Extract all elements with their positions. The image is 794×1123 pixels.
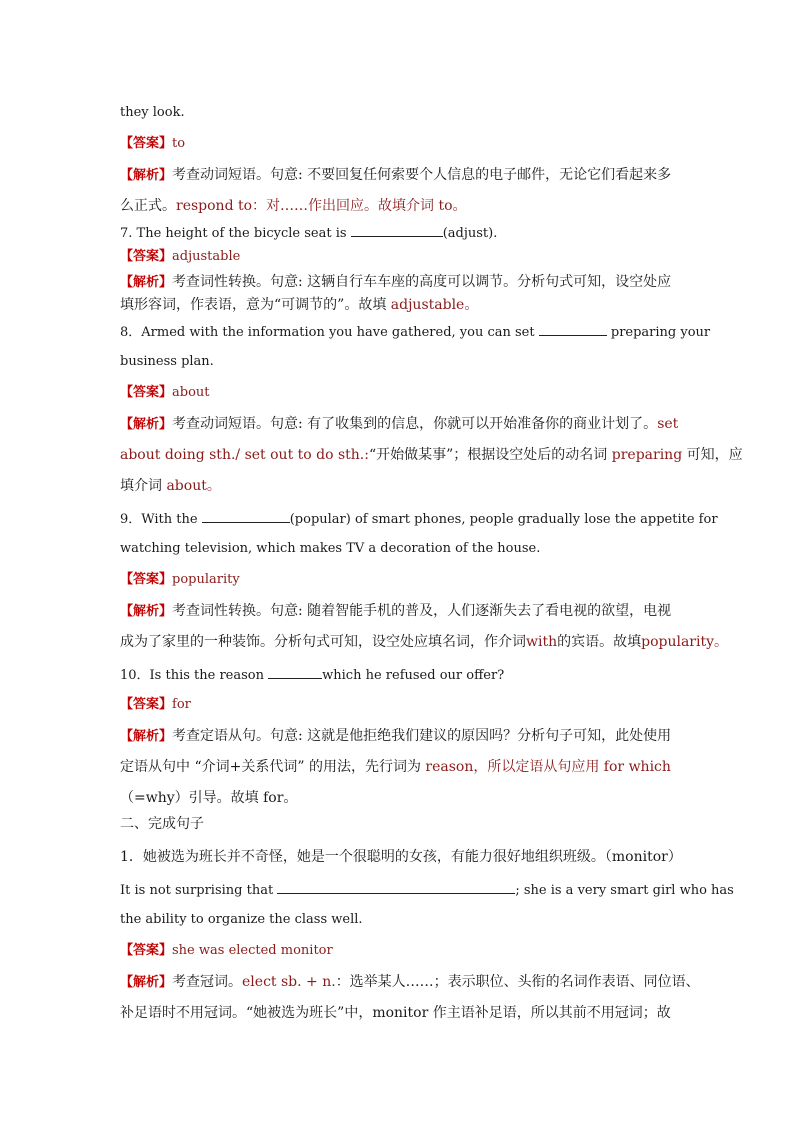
answer-blank[interactable] [277, 880, 515, 894]
analysis-line: 补足语时不用冠词。“她被选为班长”中，monitor 作主语补足语，所以其前不用冠词；故 [120, 1005, 671, 1021]
analysis-text: “开始做某事”；根据设空处后的动名词 [368, 447, 608, 463]
analysis-text: 考查定语从句。句意: 这就是他拒绝我们建议的原因吗？分析句子可知，此处使用 [172, 728, 672, 744]
analysis-text: about doing sth./ set out to do sth.: [120, 447, 369, 463]
stem-text: It is not surprising that [120, 883, 274, 898]
answer-tag: 【答案】 [120, 385, 173, 400]
question-stem [120, 509, 718, 529]
analysis-line [120, 727, 680, 746]
analysis-line [120, 602, 680, 621]
stem-text: (popular) of smart phones, people gradually lose the appetite for [289, 512, 718, 527]
question-stem [120, 223, 680, 243]
analysis-line [120, 446, 743, 464]
stem-text: preparing your [610, 325, 711, 340]
stem-text: which he refused our offer? [322, 668, 505, 683]
stem-text: 8．Armed with the information you have gathered, you can set [120, 325, 535, 340]
analysis-tag: 【解析】 [120, 417, 173, 432]
analysis-text: 填介词 [120, 478, 162, 494]
answer-tag: 【答案】 [120, 249, 173, 264]
analysis-text: 考查词性转换。句意: 随着智能手机的普及，人们逐渐失去了看电视的欲望，电视 [172, 603, 672, 619]
analysis-text: 可知，应 [686, 447, 743, 463]
analysis-text: 考查动词短语。句意: 有了收集到的信息，你就可以开始准备你的商业计划了。 [172, 416, 658, 432]
question-stem [120, 880, 734, 900]
question-stem: watching television, which makes TV a decoration of the house. [120, 541, 541, 556]
answer-value: adjustable [172, 249, 241, 264]
question-stem [120, 322, 711, 342]
stem-text: 9．With the [120, 512, 198, 527]
answer-blank[interactable] [539, 322, 607, 336]
analysis-text: 考查动词短语。句意: 不要回复任何索要个人信息的电子邮件，无论它们看起来多 [172, 167, 672, 183]
stem-text: 10．Is this the reason [120, 668, 264, 683]
analysis-text: adjustable。 [390, 297, 479, 313]
answer-blank[interactable] [268, 665, 322, 679]
analysis-line [120, 273, 680, 292]
stem-text: 7. The height of the bicycle seat is [120, 226, 347, 241]
analysis-text: 的宾语。故填 [557, 634, 642, 650]
answer-line [120, 384, 680, 402]
analysis-text: popularity。 [641, 634, 729, 650]
stem-text: (adjust). [442, 226, 498, 241]
answer-tag: 【答案】 [120, 572, 173, 587]
analysis-text: reason，所以定语从句应用 for which [425, 759, 671, 775]
analysis-text: preparing [611, 447, 683, 463]
analysis-tag: 【解析】 [120, 729, 173, 744]
answer-line [120, 135, 680, 153]
analysis-text: 考查词性转换。句意: 这辆自行车车座的高度可以调节。分析句式可知，设空处应 [172, 274, 672, 290]
answer-tag: 【答案】 [120, 943, 173, 958]
analysis-text: 填形容词，作表语，意为“可调节的”。故填 [120, 297, 387, 313]
answer-line [120, 942, 680, 960]
answer-line [120, 696, 680, 714]
analysis-text: set [657, 416, 679, 432]
question-stem: the ability to organize the class well. [120, 912, 363, 927]
analysis-text: with [526, 634, 558, 650]
answer-line [120, 571, 680, 589]
section-heading: 二、完成句子 [120, 816, 204, 832]
answer-tag: 【答案】 [120, 697, 173, 712]
answer-value: to [172, 136, 186, 151]
answer-value: popularity [172, 572, 240, 587]
analysis-line: （=why）引导。故填 for。 [120, 790, 298, 806]
analysis-line [120, 197, 680, 215]
answer-value: for [172, 697, 191, 712]
analysis-line [120, 296, 680, 314]
analysis-text: 成为了家里的一种装饰。分析句式可知，设空处应填名词，作介词 [120, 634, 526, 650]
analysis-tag: 【解析】 [120, 275, 173, 290]
question-stem: 1．她被选为班长并不奇怪，她是一个很聪明的女孩，有能力很好地组织班级。（monitor） [120, 849, 682, 865]
answer-blank[interactable] [202, 509, 290, 523]
analysis-tag: 【解析】 [120, 168, 173, 183]
analysis-tag: 【解析】 [120, 604, 173, 619]
answer-value: she was elected monitor [172, 943, 333, 958]
analysis-text: 考查冠词。 [172, 974, 243, 990]
analysis-tag: 【解析】 [120, 975, 173, 990]
analysis-text: about。 [166, 478, 221, 494]
question-stem: business plan. [120, 354, 214, 369]
analysis-line [120, 973, 700, 992]
analysis-text: elect sb. + n. [242, 974, 336, 990]
question-stem [120, 665, 680, 685]
analysis-text: respond to：对……作出回应。故填介词 to。 [176, 198, 467, 214]
analysis-text: 么正式。 [120, 198, 176, 214]
analysis-line [120, 166, 680, 185]
answer-blank[interactable] [351, 223, 443, 237]
analysis-line [120, 758, 680, 776]
analysis-line [120, 415, 680, 434]
answer-tag: 【答案】 [120, 136, 173, 151]
text-line: they look. [120, 105, 185, 120]
answer-value: about [172, 385, 210, 400]
answer-line [120, 248, 680, 266]
analysis-line [120, 477, 680, 495]
stem-text: ; she is a very smart girl who has [515, 883, 734, 898]
analysis-text: 定语从句中 “介词+关系代词” 的用法，先行词为 [120, 759, 421, 775]
analysis-line [120, 633, 729, 651]
analysis-text: ：选举某人……；表示职位、头衔的名词作表语、同位语、 [335, 974, 700, 990]
